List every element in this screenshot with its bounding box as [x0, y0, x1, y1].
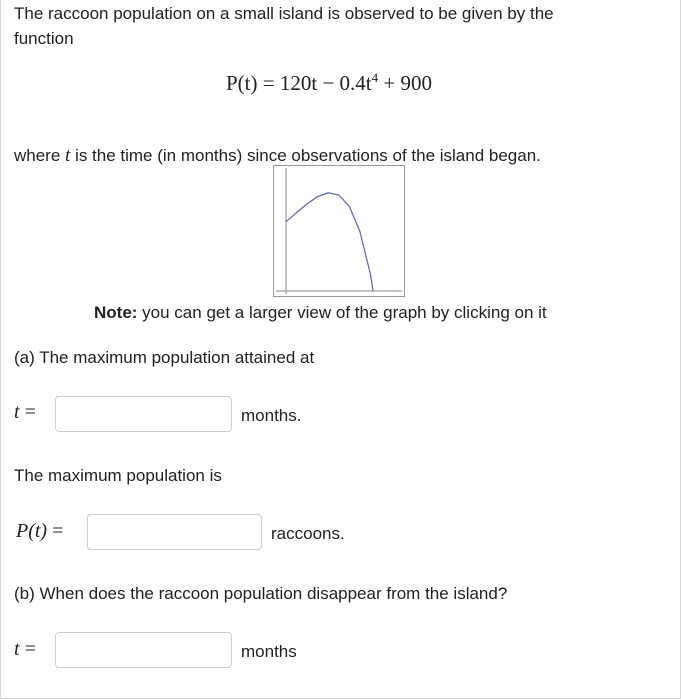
part-b-t-equals: = — [24, 638, 36, 660]
part-a-p-var: P(t) — [16, 520, 48, 542]
part-a-p-equals: = — [52, 520, 64, 542]
formula-lhs: P(t) — [226, 71, 258, 95]
formula-exponent: 4 — [371, 70, 379, 85]
intro-line-2: function — [14, 29, 74, 48]
where-post: is the time (in months) since observations of the island began. — [70, 146, 541, 165]
formula — [226, 70, 432, 96]
formula-equals: = — [262, 71, 275, 95]
part-a-t-label — [14, 401, 36, 424]
max-population-text: The maximum population is — [14, 466, 222, 485]
intro-line-1: The raccoon population on a small island is observed to be given by the — [14, 4, 554, 23]
where-text — [14, 144, 541, 167]
part-b-t-var: t — [14, 638, 20, 660]
population-graph[interactable] — [273, 165, 405, 297]
where-variable: t — [65, 145, 71, 166]
formula-plus: + — [383, 71, 396, 95]
formula-constant: 900 — [400, 71, 432, 95]
part-a-p-label — [16, 520, 63, 543]
part-b-t-input[interactable] — [55, 632, 232, 668]
note-text — [94, 301, 547, 324]
part-a-p-unit: raccoons. — [271, 524, 345, 543]
part-b-t-unit: months — [241, 642, 297, 661]
part-b-question: (b) When does the raccoon population disappear from the island? — [14, 584, 508, 603]
note-body: you can get a larger view of the graph by clicking on it — [137, 303, 547, 322]
note-label: Note: — [94, 303, 138, 322]
part-a-p-input[interactable] — [87, 514, 262, 550]
part-a-t-input[interactable] — [55, 396, 232, 432]
part-a-question: (a) The maximum population attained at — [14, 348, 315, 367]
part-b-t-label — [14, 638, 36, 661]
part-a-t-unit: months. — [241, 406, 302, 425]
part-a-t-equals: = — [24, 401, 36, 423]
where-pre: where — [14, 146, 66, 165]
formula-term-1: 120t — [279, 71, 318, 95]
formula-minus: − — [322, 71, 335, 95]
part-a-t-var: t — [14, 401, 20, 423]
graph-border — [274, 166, 405, 297]
formula-term-2: 0.4t — [339, 71, 372, 95]
